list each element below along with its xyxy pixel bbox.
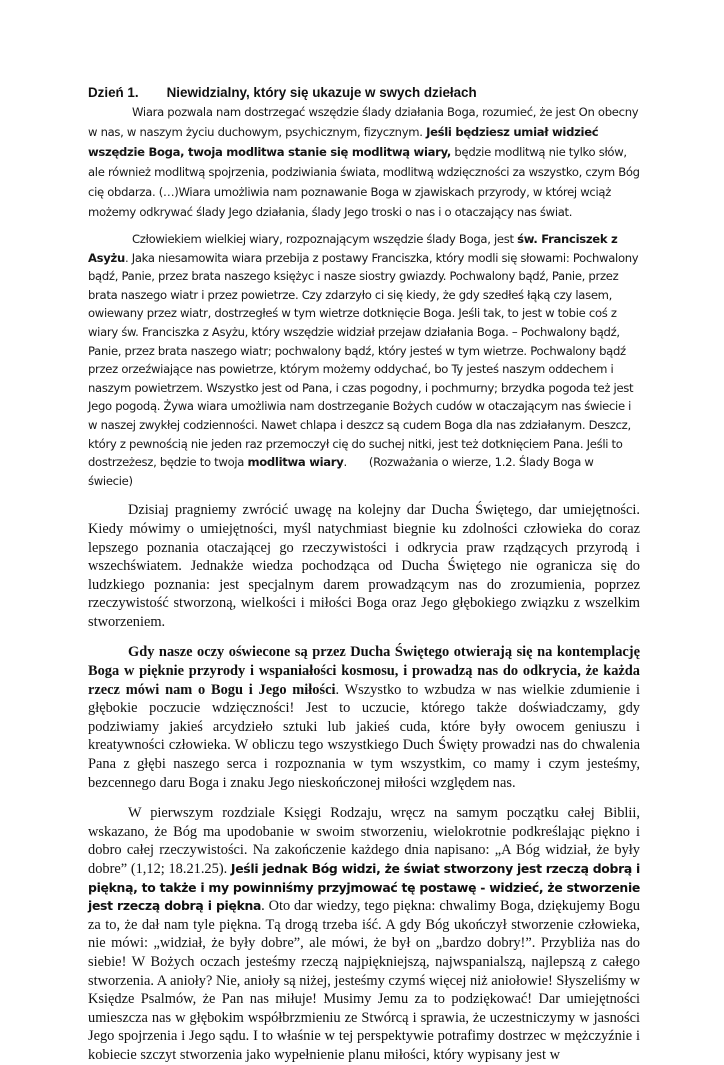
day-heading (88, 84, 640, 102)
body-paragraph-3 (88, 501, 640, 631)
day-label: Dzień 1. (88, 85, 139, 100)
p2-bold-1: św. Franciszek z Asyżu (88, 232, 618, 265)
day-title: Niewidzialny, który się ukazuje w swych dziełach (166, 85, 477, 100)
body-paragraph-5 (88, 804, 640, 1064)
p1-bold-1: Jeśli będziesz umiał widzieć wszędzie Boga, twoja modlitwa stanie się modlitwą wiary, (88, 125, 599, 159)
p1-text-1: Wiara pozwala nam dostrzegać wszędzie ślady działania Boga, rozumieć, że jest On obecny w nas, w naszym życiu duchowym, psychicznym, fizycznym. (88, 105, 639, 139)
p5-bold-1: Jeśli jednak Bóg widzi, że świat stworzony jest rzeczą dobrą i piękną, to także i my powinniśmy przyjmować tę postawę - widzieć, że stworzenie jest rzeczą dobrą i piękna (88, 861, 640, 914)
p1-text-2: będzie modlitwą nie tylko słów, ale również modlitwą spojrzenia, podziwiania świata, modlitwą wdzięczności za wszystko, czym Bóg cię obdarza. (…)Wiara umożliwia nam poznawanie Boga w zjawiskach przyrody, w której wciąż możemy odkrywać ślady Jego działania, ślady Jego troski o nas i o otaczający nas świat. (88, 145, 640, 219)
p2-text-3: . (343, 455, 347, 470)
p3-text: Dzisiaj pragniemy zwrócić uwagę na kolejny dar Ducha Świętego, dar umiejętności. Kiedy mówimy o umiejętności, myśl natychmiast biegnie ku zdolności człowieka do coraz lepszego poznania otaczającej go rzeczywistości i odkrycia praw rządzących przyrodą i wszechświatem. Jednakże wiedza pochodząca od Ducha Świętego nie ogranicza się do ludzkiego poznania: jest specjalnym darem prowadzącym nas do zrozumienia, poprzez rzeczywistość stworzoną, wielkości i miłości Boga oraz Jego głębokiego związku z wszelkim stworzeniem. (88, 502, 640, 630)
p5-text-1: W pierwszym rozdziale Księgi Rodzaju, wręcz na samym początku całej Biblii, wskazano, że Bóg ma upodobanie w swoim stworzeniu, wielokrotnie podkreślając piękno i dobro całej rzeczywistości. Na zakończenie każdego dnia napisano: „A Bóg widział, że były dobre” (1,12; 18.21.25). (88, 805, 640, 877)
p2-source: (Rozważania o wierze, 1.2. Ślady Boga w świecie) (88, 455, 594, 488)
document-page (88, 84, 640, 1065)
body-paragraph-4 (88, 643, 640, 792)
p4-text-1: . Wszystko to wzbudza w nas wielkie zdumienie i głębokie poczucie wdzięczności! Jest to uczucie, którego także doświadczamy, gdy podziwiamy jakieś arcydzieło sztuki lub jakieś cuda, które były owocem geniuszu i kreatywności człowieka. W obliczu tego wszystkiego Duch Święty prowadzi nas do chwalenia Pana z głębi naszego serca i rozpoznania w tym wszystkim, co mamy i czym jesteśmy, bezcennego daru Boga i znaku Jego nieskończonej miłości względem nas. (88, 681, 640, 791)
p2-bold-2: modlitwa wiary (247, 455, 344, 470)
p2-text-2: . Jaka niesamowita wiara przebija z postawy Franciszka, który modli się słowami: Pochwalony bądź, Panie, przez brata naszego księżyc i nasze siostry gwiazdy. Pochwalony bądź, Panie, przez brata naszego wiatr i przez powietrze. Czy zdarzyło ci się kiedy, że gdy szedłeś łąką czy lasem, owiewany przez wiatr, dostrzegłeś w tym wietrze dotknięcie Boga. Jeśli tak, to jest w tobie coś z wiary św. Franciszka z Asyżu, który wszędzie widział przejaw działania Boga. – Pochwalony bądź, Panie, przez brata naszego wiatr; pochwalony bądź, który jesteś w tym wietrze. Pochwalony bądź przez orzeźwiające nas powietrze, którym możemy oddychać, bo Ty jesteś naszym oddechem i naszym powietrzem. Wszystko jest od Pana, i czas pogodny, i pochmurny; brzydka pogoda też jest Jego pogodą. Żywa wiara umożliwia nam dostrzeganie Bożych cudów w otaczającym nas świecie i w naszej zwykłej codzienności. Nawet chlapa i deszcz są cudem Boga dla nas zdziałanym. Deszcz, który z pewnością nie jeden raz przemoczył cię do suchej nitki, jest też dotknięciem Pana. Jeśli to dostrzeżesz, będzie to twoja (88, 250, 639, 470)
quote-paragraph-1 (88, 102, 640, 222)
quote-paragraph-2 (88, 230, 640, 490)
p2-text-1: Człowiekiem wielkiej wiary, rozpoznającym wszędzie ślady Boga, jest (132, 232, 514, 246)
p5-text-2: . Oto dar wiedzy, tego piękna: chwalimy Boga, dziękujemy Bogu za to, że dał nam tyle piękna. Tą drogą trzeba iść. A gdy Bóg ukończył stworzenie człowieka, nie mówi: „widział, że były dobre”, ale mówi, że był on „bardzo dobry!”. Przybliża nas do siebie! W Bożych oczach jesteśmy rzeczą najpiękniejszą, najwspanialszą, najlepszą z całego stworzenia. A anioły? Nie, anioły są niżej, jesteśmy czymś więcej niż aniołowie! Słyszeliśmy w Księdze Psalmów, że Pan nas miłuje! Musimy Jemu za to podziękować! Dar umiejętności umieszcza nas w głębokim współbrzmieniu ze Stwórcą i sprawia, że uczestniczymy w jasności Jego spojrzenia i Jego sądu. I to właśnie w tej perspektywie potrafimy dostrzec w mężczyźnie i kobiecie szczyt stworzenia jako wypełnienie planu miłości, który wypisany jest w (88, 898, 641, 1063)
p4-bold-1: Gdy nasze oczy oświecone są przez Ducha Świętego otwierają się na kontemplację Boga w pięknie przyrody i wspaniałości kosmosu, i prowadzą nas do odkrycia, że każda rzecz mówi nam o Bogu i Jego miłości (88, 644, 640, 698)
